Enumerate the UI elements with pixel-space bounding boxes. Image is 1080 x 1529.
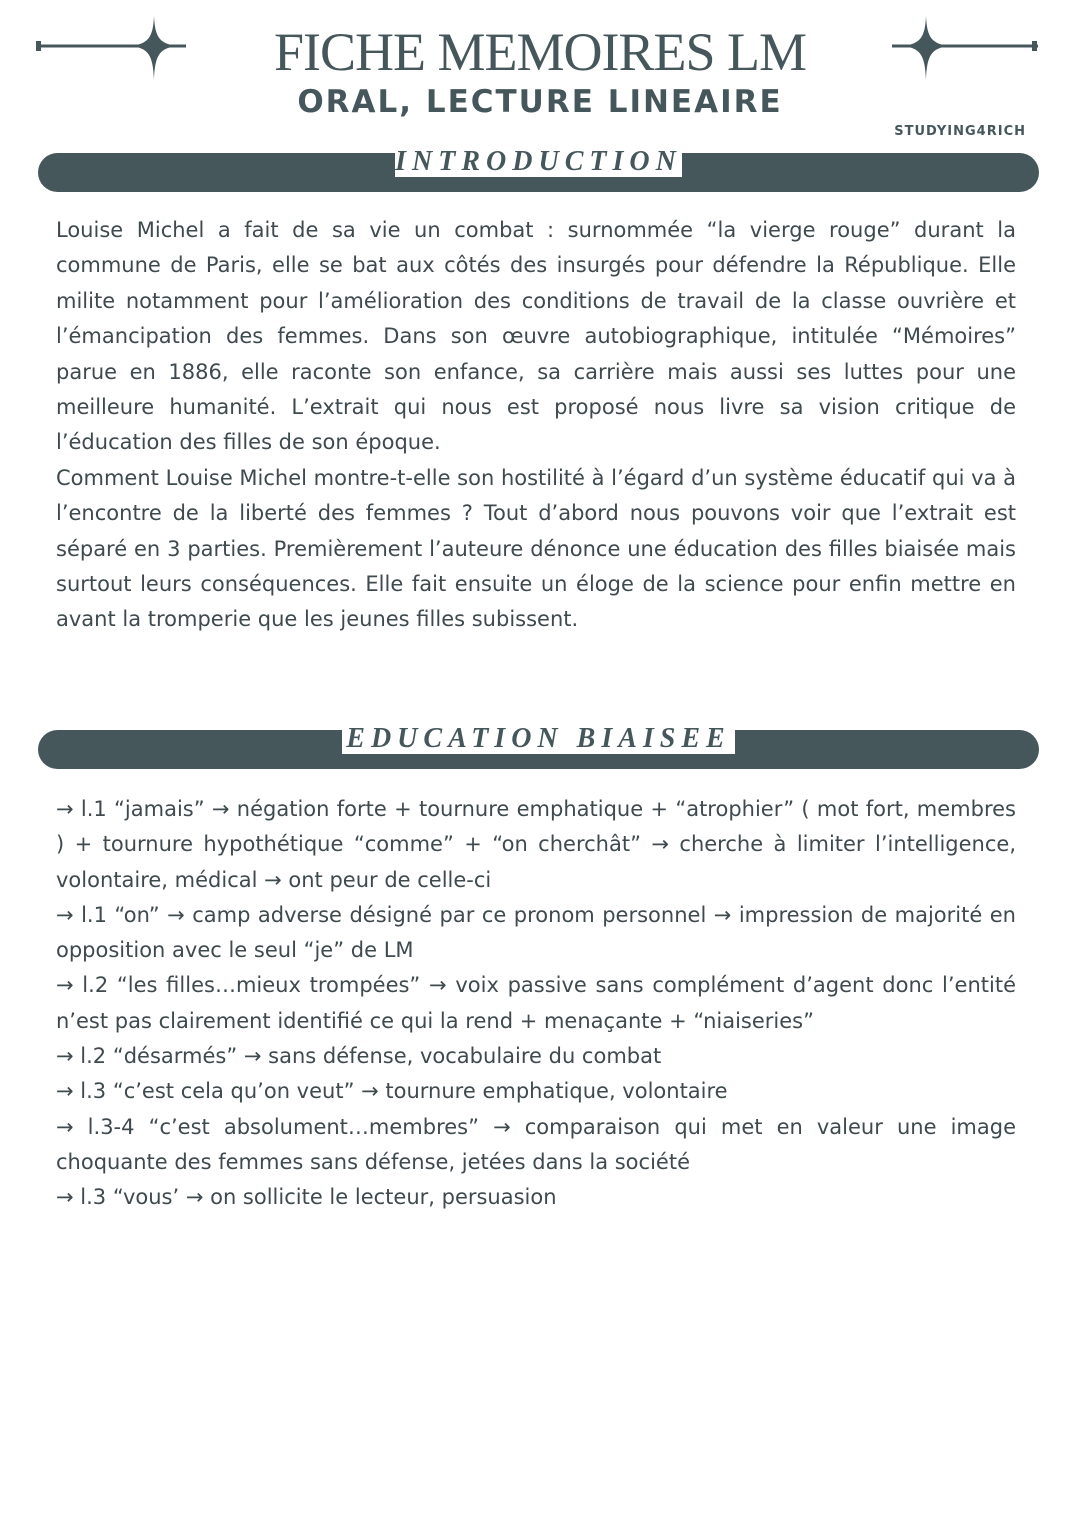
education-heading-text: EDUCATION BIAISEE [342,723,734,754]
education-analysis-list [56,792,1016,1216]
introduction-heading-text: INTRODUCTION [395,146,682,177]
list-item: → l.1 “on” → camp adverse désigné par ce pronom personnel → impression de majorité en opposition avec le seul “je” de LM [56,902,1016,963]
education-heading [38,724,1039,754]
introduction-heading [38,147,1039,177]
page-title: FICHE MEMOIRES LM [273,22,807,82]
introduction-body [56,213,1016,638]
list-item: → l.2 “désarmés” → sans défense, vocabulaire du combat [56,1044,662,1069]
page-subtitle: ORAL, LECTURE LINEAIRE [297,84,783,120]
education-header-bar [38,723,1039,769]
introduction-paragraph: Louise Michel a fait de sa vie un combat : surnommée “la vierge rouge” durant la commune de Paris, elle se bat aux côtés des insurgés pour défendre la République. Elle milite notamment pour l’amélioration des conditions de travail de la classe ouvrière et l’émancipation des femmes. Dans son œuvre autobiographique, intitulée “Mémoires” parue en 1886, elle raconte son enfance, sa carrière mais aussi ses luttes pour une meilleure humanité. L’extrait qui nous est proposé nous livre sa vision critique de l’éducation des filles de son époque. [56,218,1016,455]
list-item: → l.3 “vous’ → on sollicite le lecteur, persuasion [56,1185,557,1210]
list-item: → l.3-4 “c’est absolument…membres” → comparaison qui met en valeur une image choquante des femmes sans défense, jetées dans la société [56,1114,1016,1174]
introduction-paragraph: Comment Louise Michel montre-t-elle son hostilité à l’égard d’un système éducatif qui va à l’encontre de la liberté des femmes ? Tout d’abord nous pouvons voir que l’extrait est séparé en 3 parties. Premièrement l’auteure dénonce une éducation des filles biaisée mais surtout leurs conséquences. Elle fait ensuite un éloge de la science pour enfin mettre en avant la tromperie que les jeunes filles subissent. [56,465,1016,632]
list-item: → l.1 “jamais” → négation forte + tournure emphatique + “atrophier” ( mot fort, membres ) + tournure hypothétique “comme” + “on cherchât” → cherche à limiter l’intelligence, volontaire, médical → ont peur de celle-ci [56,797,1016,892]
brand-signature: STUDYING4RICH [894,124,1026,139]
list-item: → l.2 “les filles…mieux trompées” → voix passive sans complément d’agent donc l’entité n’est pas clairement identifié ce qui la rend + menaçante + “niaiseries” [56,973,1016,1033]
introduction-header-bar [38,146,1039,192]
list-item: → l.3 “c’est cela qu’on veut” → tournure emphatique, volontaire [56,1079,728,1104]
